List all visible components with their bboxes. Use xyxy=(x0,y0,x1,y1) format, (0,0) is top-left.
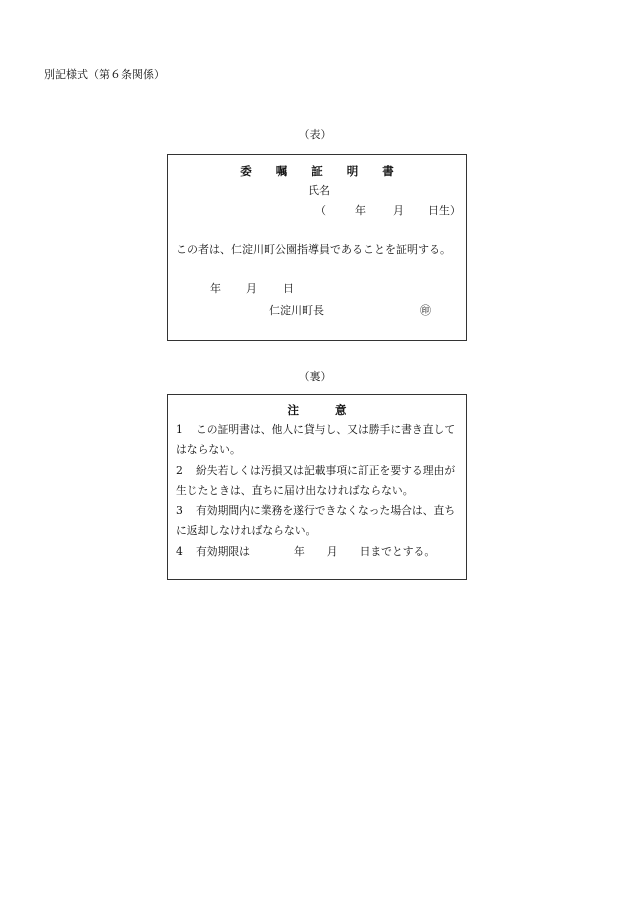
form-reference-label: 別記様式（第６条関係） xyxy=(44,68,165,81)
issue-month-label: 月 xyxy=(246,282,257,295)
notes-title xyxy=(168,402,466,418)
note-item xyxy=(176,501,464,542)
issue-day-label: 日 xyxy=(283,282,294,295)
note-number: 1 xyxy=(176,423,183,436)
commission-certificate-front xyxy=(167,154,467,341)
note-item xyxy=(176,420,464,461)
notes-list xyxy=(176,420,464,562)
expiry-suffix: 日までとする。 xyxy=(359,544,436,558)
expiry-prefix: 有効期限は xyxy=(196,544,250,558)
title-char: 証 xyxy=(311,164,323,178)
note-number: 2 xyxy=(176,463,183,477)
expiry-year-label: 年 xyxy=(293,544,305,558)
birth-year-label: 年 xyxy=(355,204,366,217)
back-side-label: （裏） xyxy=(298,370,332,383)
birth-open-paren: （ xyxy=(315,204,326,217)
expiry-month-label: 月 xyxy=(326,544,338,558)
front-side-label: （表） xyxy=(298,128,332,141)
issue-year-label: 年 xyxy=(210,282,221,295)
commission-certificate-back xyxy=(167,394,467,580)
note-text: この証明書は、他人に貸与し、又は勝手に書き直してはならない。 xyxy=(176,423,456,457)
title-char: 委 xyxy=(240,164,252,178)
note-item-expiry xyxy=(176,542,464,562)
note-text: 有効期間内に業務を遂行できなくなった場合は、直ちに返却しなければならない。 xyxy=(176,504,456,538)
note-number: 4 xyxy=(176,544,183,558)
notes-title-char: 注 xyxy=(287,403,299,417)
certificate-title xyxy=(168,163,466,179)
title-char: 嘱 xyxy=(275,164,288,178)
name-label: 氏名 xyxy=(308,184,330,197)
title-char: 明 xyxy=(346,164,359,178)
title-char: 書 xyxy=(382,164,394,178)
issuer-name: 仁淀川町長 xyxy=(269,304,324,317)
note-text: 紛失若しくは汚損又は記載事項に訂正を要する理由が生じたときは、直ちに届け出なければならない。 xyxy=(176,463,456,497)
birth-month-label: 月 xyxy=(393,204,404,217)
note-item xyxy=(176,461,464,502)
note-number: 3 xyxy=(176,504,183,518)
notes-title-char: 意 xyxy=(335,403,347,417)
birth-day-label: 日生） xyxy=(428,204,461,217)
certification-statement: この者は、仁淀川町公園指導員であることを証明する。 xyxy=(176,243,451,256)
seal-mark: ㊞ xyxy=(420,304,431,317)
